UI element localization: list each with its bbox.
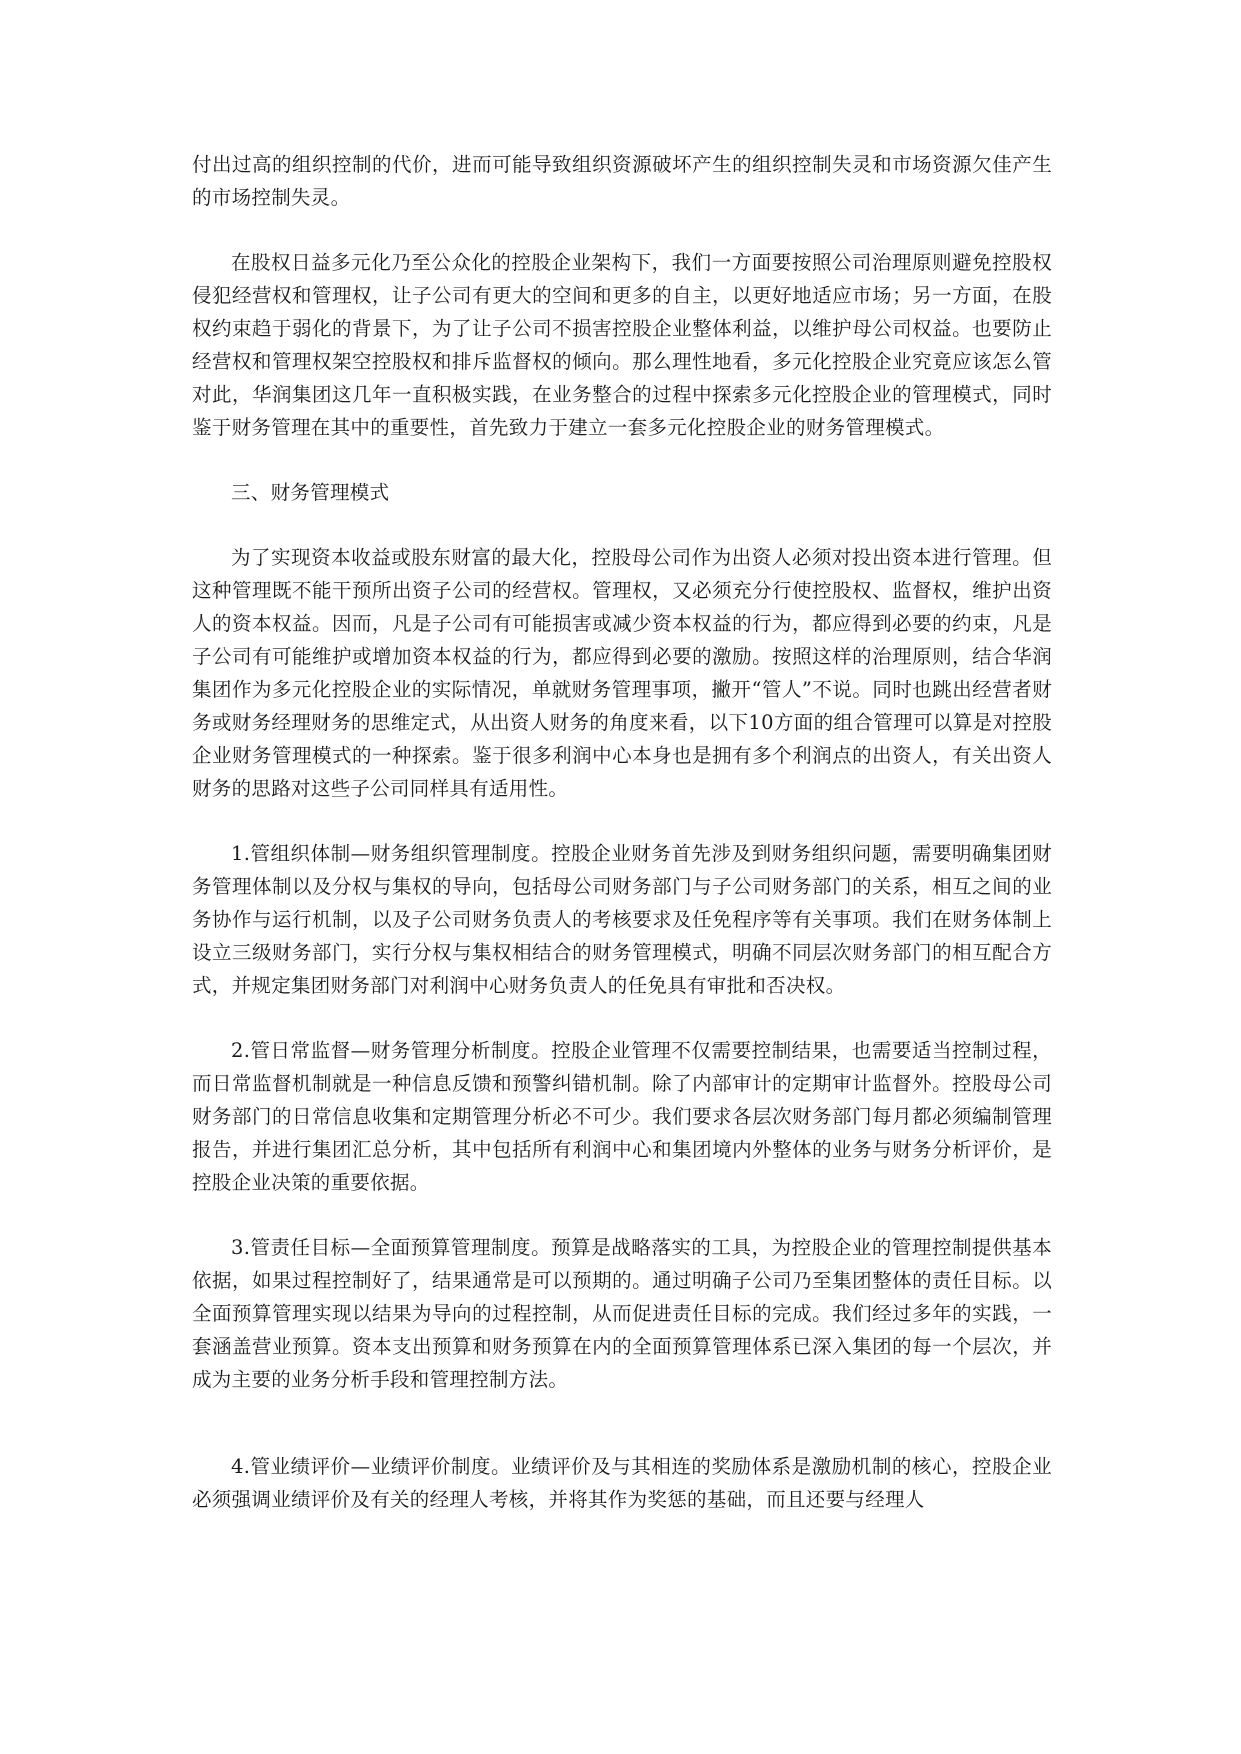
paragraph-gap bbox=[192, 1002, 1052, 1034]
paragraph-item-3: 3.管责任目标—全面预算管理制度。预算是战略落实的工具，为控股企业的管理控制提供基本依据，如果过程控制好了，结果通常是可以预期的。通过明确子公司乃至集团整体的责任目标。以全面预算管理实现以结果为导向的过程控制，从而促进责任目标的完成。我们经过多年的实践，一套涵盖营业预算。资本支出预算和财务预算在内的全面预算管理体系已深入集团的每一个层次，并成为主要的业务分析手段和管理控制方法。 bbox=[192, 1236, 1052, 1391]
paragraph-item-4: 4.管业绩评价—业绩评价制度。业绩评价及与其相连的奖励体系是激励机制的核心，控股企业必须强调业绩评价及有关的经理人考核，并将其作为奖惩的基础，而且还要与经理人 bbox=[192, 1455, 1052, 1511]
paragraph-ownership: 在股权日益多元化乃至公众化的控股企业架构下，我们一方面要按照公司治理原则避免控股权侵犯经营权和管理权，让子公司有更大的空间和更多的自主，以更好地适应市场；另一方面，在股权约束趋于弱化的背景下，为了让子公司不损害控股企业整体利益，以维护母公司权益。也要防止经营权和管理权架空控股权和排斥监督权的倾向。那么理性地看，多元化控股企业究竟应该怎么管对此，华润集团这几年一直积极实践，在业务整合的过程中探索多元化控股企业的管理模式，同时鉴于财务管理在其中的重要性，首先致力于建立一套多元化控股企业的财务管理模式。 bbox=[192, 251, 1052, 439]
paragraph-gap bbox=[192, 214, 1052, 246]
paragraph-item-2: 2.管日常监督—财务管理分析制度。控股企业管理不仅需要控制结果，也需要适当控制过程，而日常监督机制就是一种信息反馈和预警纠错机制。除了内部审计的定期审计监督外。控股母公司财务部门的日常信息收集和定期管理分析必不可少。我们要求各层次财务部门每月都必须编制管理报告，并进行集团汇总分析，其中包括所有利润中心和集团境内外整体的业务与财务分析评价，是控股企业决策的重要依据。 bbox=[192, 1039, 1052, 1194]
paragraph-gap bbox=[192, 1396, 1052, 1450]
paragraph-gap bbox=[192, 805, 1052, 837]
section-heading: 三、财务管理模式 bbox=[231, 481, 390, 504]
paragraph-gap bbox=[192, 509, 1052, 541]
paragraph-continuation: 付出过高的组织控制的代价，进而可能导致组织资源破坏产生的组织控制失灵和市场资源欠佳产生的市场控制失灵。 bbox=[192, 153, 1052, 209]
paragraph-capital: 为了实现资本收益或股东财富的最大化，控股母公司作为出资人必须对投出资本进行管理。但这种管理既不能干预所出资子公司的经营权。管理权，又必须充分行使控股权、监督权，维护出资人的资本权益。因而，凡是子公司有可能损害或减少资本权益的行为，都应得到必要的约束，凡是子公司有可能维护或增加资本权益的行为，都应得到必要的激励。按照这样的治理原则，结合华润集团作为多元化控股企业的实际情况，单就财务管理事项，撇开“管人”不说。同时也跳出经营者财务或财务经理财务的思维定式，从出资人财务的角度来看，以下10方面的组合管理可以算是对控股企业财务管理模式的一种探索。鉴于很多利润中心本身也是拥有多个利润点的出资人，有关出资人财务的思路对这些子公司同样具有适用性。 bbox=[192, 546, 1052, 800]
paragraph-gap bbox=[192, 444, 1052, 476]
document-page bbox=[192, 148, 1052, 1516]
paragraph-item-1: 1.管组织体制—财务组织管理制度。控股企业财务首先涉及到财务组织问题，需要明确集团财务管理体制以及分权与集权的导向，包括母公司财务部门与子公司财务部门的关系，相互之间的业务协作与运行机制，以及子公司财务负责人的考核要求及任免程序等有关事项。我们在财务体制上设立三级财务部门，实行分权与集权相结合的财务管理模式，明确不同层次财务部门的相互配合方式，并规定集团财务部门对利润中心财务负责人的任免具有审批和否决权。 bbox=[192, 842, 1052, 997]
paragraph-gap bbox=[192, 1199, 1052, 1231]
